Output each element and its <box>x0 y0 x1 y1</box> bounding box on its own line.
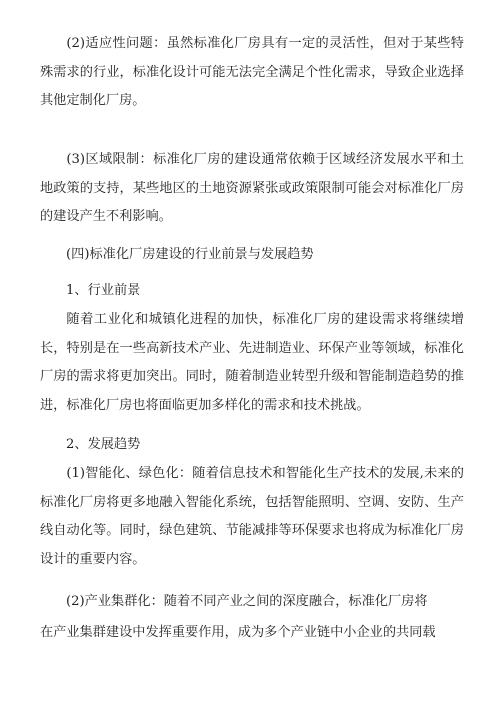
paragraph-adaptability-issue: (2)适应性问题：虽然标准化厂房具有一定的灵活性，但对于某些特殊需求的行业，标准化设计可能无法完全满足个性化需求，导致企业选择其他定制化厂房。 <box>40 36 464 108</box>
paragraph-industry-prospects: 随着工业化和城镇化进程的加快，标准化厂房的建设需求将继续增长，特别是在一些高新技术产业、先进制造业、环保产业等领域，标准化厂房的需求将更加突出。同时，随着制造业转型升级和智能制造趋势的推进，标准化厂房也将面临更加多样化的需求和技术挑战。 <box>40 312 464 413</box>
paragraph-regional-limits: (3)区域限制：标准化厂房的建设通常依赖于区域经济发展水平和土地政策的支持，某些地区的土地资源紧张或政策限制可能会对标准化厂房的建设产生不利影响。 <box>40 152 464 224</box>
section-heading-industry-outlook: (四)标准化厂房建设的行业前景与发展趋势 <box>66 247 314 262</box>
paragraph-intelligent-green: (1)智能化、绿色化：随着信息技术和智能化生产技术的发展,未来的标准化厂房将更多地融入智能化系统，包括智能照明、空调、安防、生产线自动化等。同时，绿色建筑、节能减排等环保要求也将成为标准化厂房设计的重要内容。 <box>40 466 464 567</box>
subheading-industry-prospects: 1、行业前景 <box>66 283 141 298</box>
paragraph-industrial-cluster-line1: (2)产业集群化：随着不同产业之间的深度融合，标准化厂房将 <box>66 594 428 609</box>
paragraph-industrial-cluster-line2: 在产业集群建设中发挥重要作用，成为多个产业链中小企业的共同载 <box>40 625 436 640</box>
subheading-development-trends: 2、发展趋势 <box>66 437 141 452</box>
